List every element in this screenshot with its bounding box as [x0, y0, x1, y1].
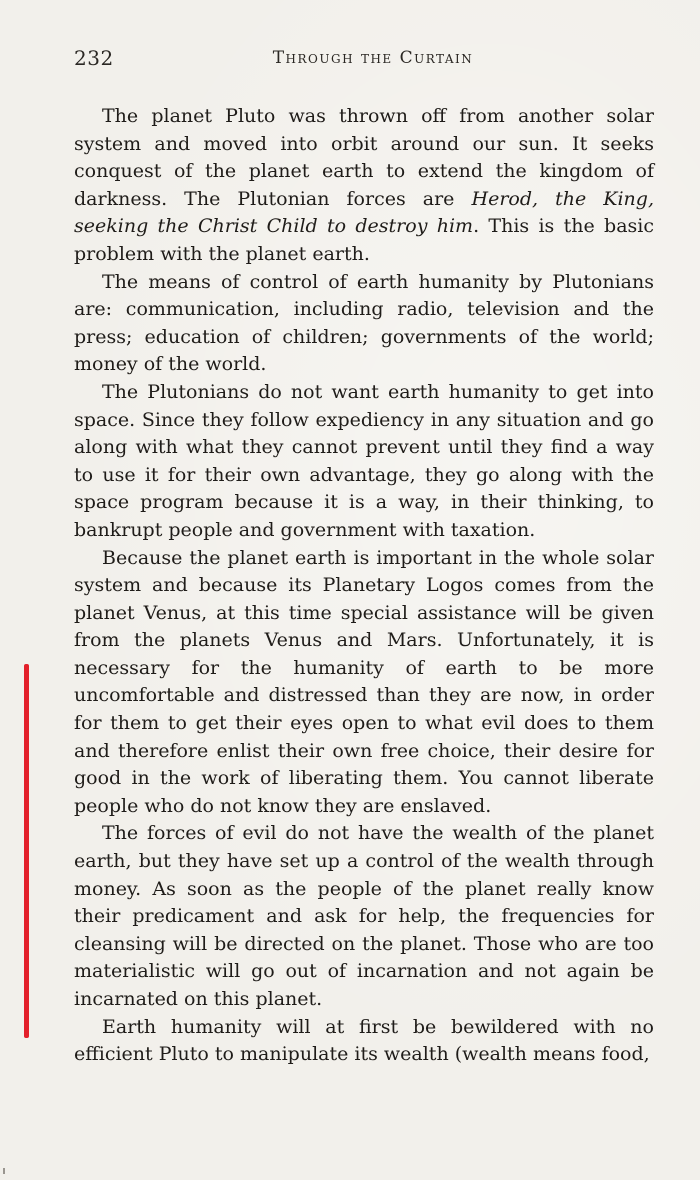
paragraph-1-text-end: . This is the basic problem with the planet earth.: [74, 215, 654, 265]
red-margin-highlight-mark: [24, 664, 29, 1038]
page-edge-mark: [3, 1168, 5, 1174]
paragraph-3: The Plutonians do not want earth humanity to get into space. Since they follow expediency in any situation and go along with what they cannot prevent until they find a way to use it for their own advantage, they go along with the space program because it is a way, in their thinking, to bankrupt people and government with taxation.: [74, 380, 654, 541]
paragraph-6: Earth humanity will at first be bewildered with no efficient Pluto to manipulate its wealth (wealth means food,: [74, 1015, 654, 1066]
running-head: Through the Curtain: [272, 48, 474, 68]
paragraph-4: Because the planet earth is important in the whole solar system and because its Planetary Logos comes from the planet Venus, at this time special assistance will be given from the planets Venus and Mars. Unfortunately, it is necessary for the humanity of earth to be more uncomfortable and distressed than they are now, in order for them to get their eyes open to what evil does to them and therefore enlist their own free choice, their desire for good in the work of liberating them. You cannot liberate people who do not know they are enslaved.: [74, 546, 654, 817]
body-text: [74, 103, 654, 1069]
paragraph-1: [74, 103, 654, 269]
paragraph-1-text-start: The planet Pluto was thrown off from another solar system and moved into orbit around our sun. It seeks conquest of the planet earth to extend the kingdom of darkness. The Plutonian forces are: [74, 105, 654, 210]
paragraph-5: The forces of evil do not have the wealth of the planet earth, but they have set up a control of the wealth through money. As soon as the people of the planet really know their predicament and ask for help, the frequencies for cleansing will be directed on the planet. Those who are too materialistic will go out of incarnation and not again be incarnated on this planet.: [74, 822, 654, 1010]
page-number: 232: [74, 46, 114, 70]
paragraph-1-italic-phrase: Herod, the King, seeking the Christ Child to destroy him: [74, 187, 654, 238]
paragraph-2: The means of control of earth humanity by Plutonians are: communication, including radio, television and the press; education of children; governments of the world; money of the world.: [74, 270, 654, 376]
